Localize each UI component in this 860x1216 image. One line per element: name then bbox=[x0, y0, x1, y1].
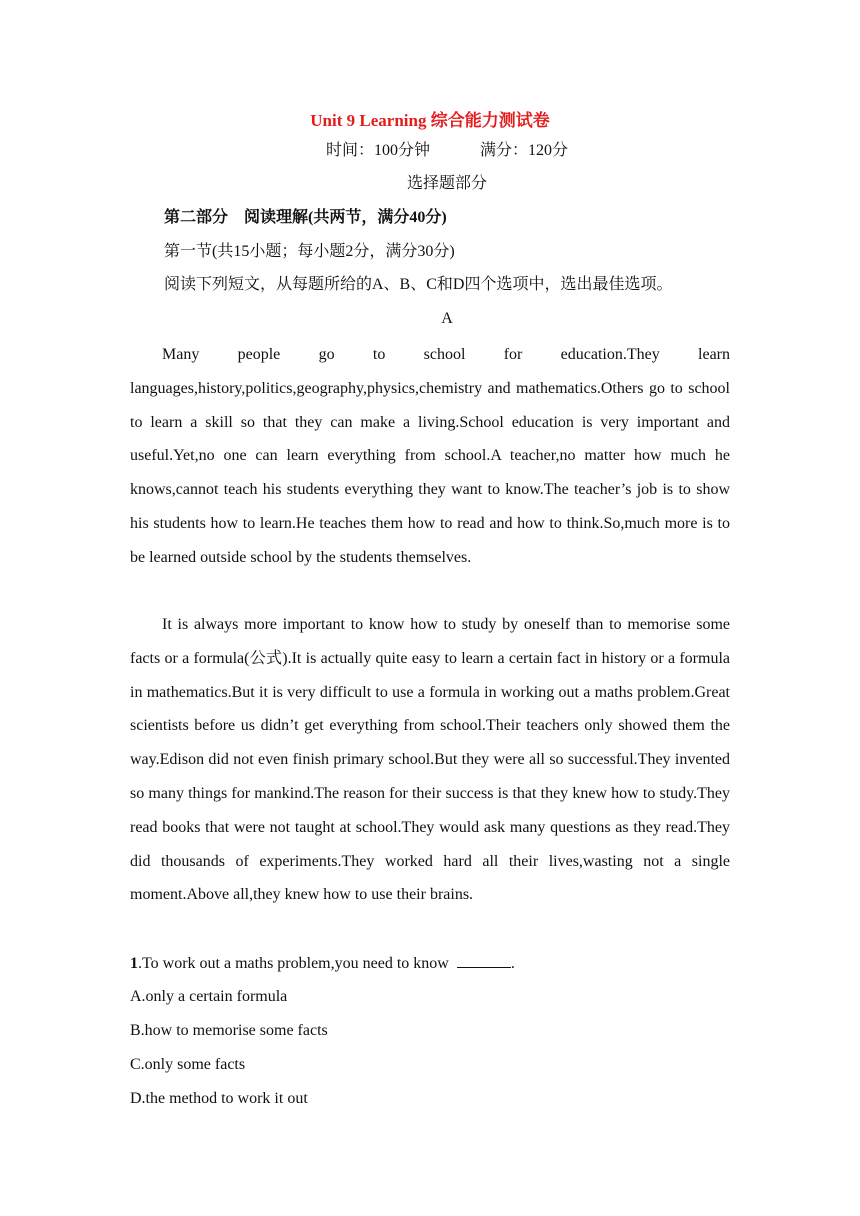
exam-meta bbox=[0, 141, 860, 161]
passage-label: A bbox=[441, 310, 453, 327]
document-title: Unit 9 Learning 综合能力测试卷 bbox=[310, 111, 550, 130]
time-limit: 时间：100分钟 bbox=[325, 142, 430, 159]
question-1 bbox=[130, 953, 515, 974]
option-a: A.only a certain formula bbox=[130, 988, 288, 1005]
option-b: B.how to memorise some facts bbox=[130, 1022, 328, 1039]
instructions: 阅读下列短文，从每题所给的A、B、C和D四个选项中，选出最佳选项。 bbox=[164, 276, 673, 293]
subsection-heading: 第一节(共15小题；每小题2分，满分30分) bbox=[164, 243, 455, 260]
section-type: 选择题部分 bbox=[406, 175, 487, 192]
question-end: . bbox=[510, 955, 515, 972]
option-c: C.only some facts bbox=[130, 1056, 246, 1073]
part-heading: 第二部分 阅读理解(共两节，满分40分) bbox=[164, 209, 447, 226]
option-d: D.the method to work it out bbox=[130, 1090, 308, 1107]
full-score: 满分：120分 bbox=[480, 142, 569, 159]
passage-paragraph-1: Many people go to school for education.They learn languages,history,politics,geography,physics,chemistry and mathematics.Others go to school to learn a skill so that they can make a living.School education is very important and useful.Yet,no one can learn everything from school.A teacher,no matter how much he knows,cannot teach his students everything they want to know.The teacher’s job is to show his students how to learn.He teaches them how to read and how to think.So,much more is to be learned outside school by the students themselves. bbox=[130, 346, 730, 566]
passage-paragraph-2: It is always more important to know how to study by oneself than to memorise some facts or a formula(公式).It is actually quite easy to learn a certain fact in history or a formula in mathematics.But it is very difficult to use a formula in working out a maths problem.Great scientists before us didn’t get everything from school.Their teachers only showed them the way.Edison did not even finish primary school.But they were all so successful.They invented so many things for mankind.The reason for their success is that they knew how to study.They read books that were not taught at school.They would ask many questions as they read.They did thousands of experiments.They worked hard all their lives,wasting not a single moment.Above all,they knew how to use their brains. bbox=[130, 616, 730, 904]
answer-blank bbox=[457, 953, 511, 968]
question-number: 1 bbox=[130, 955, 138, 972]
question-stem: .To work out a maths problem,you need to know bbox=[138, 955, 449, 972]
